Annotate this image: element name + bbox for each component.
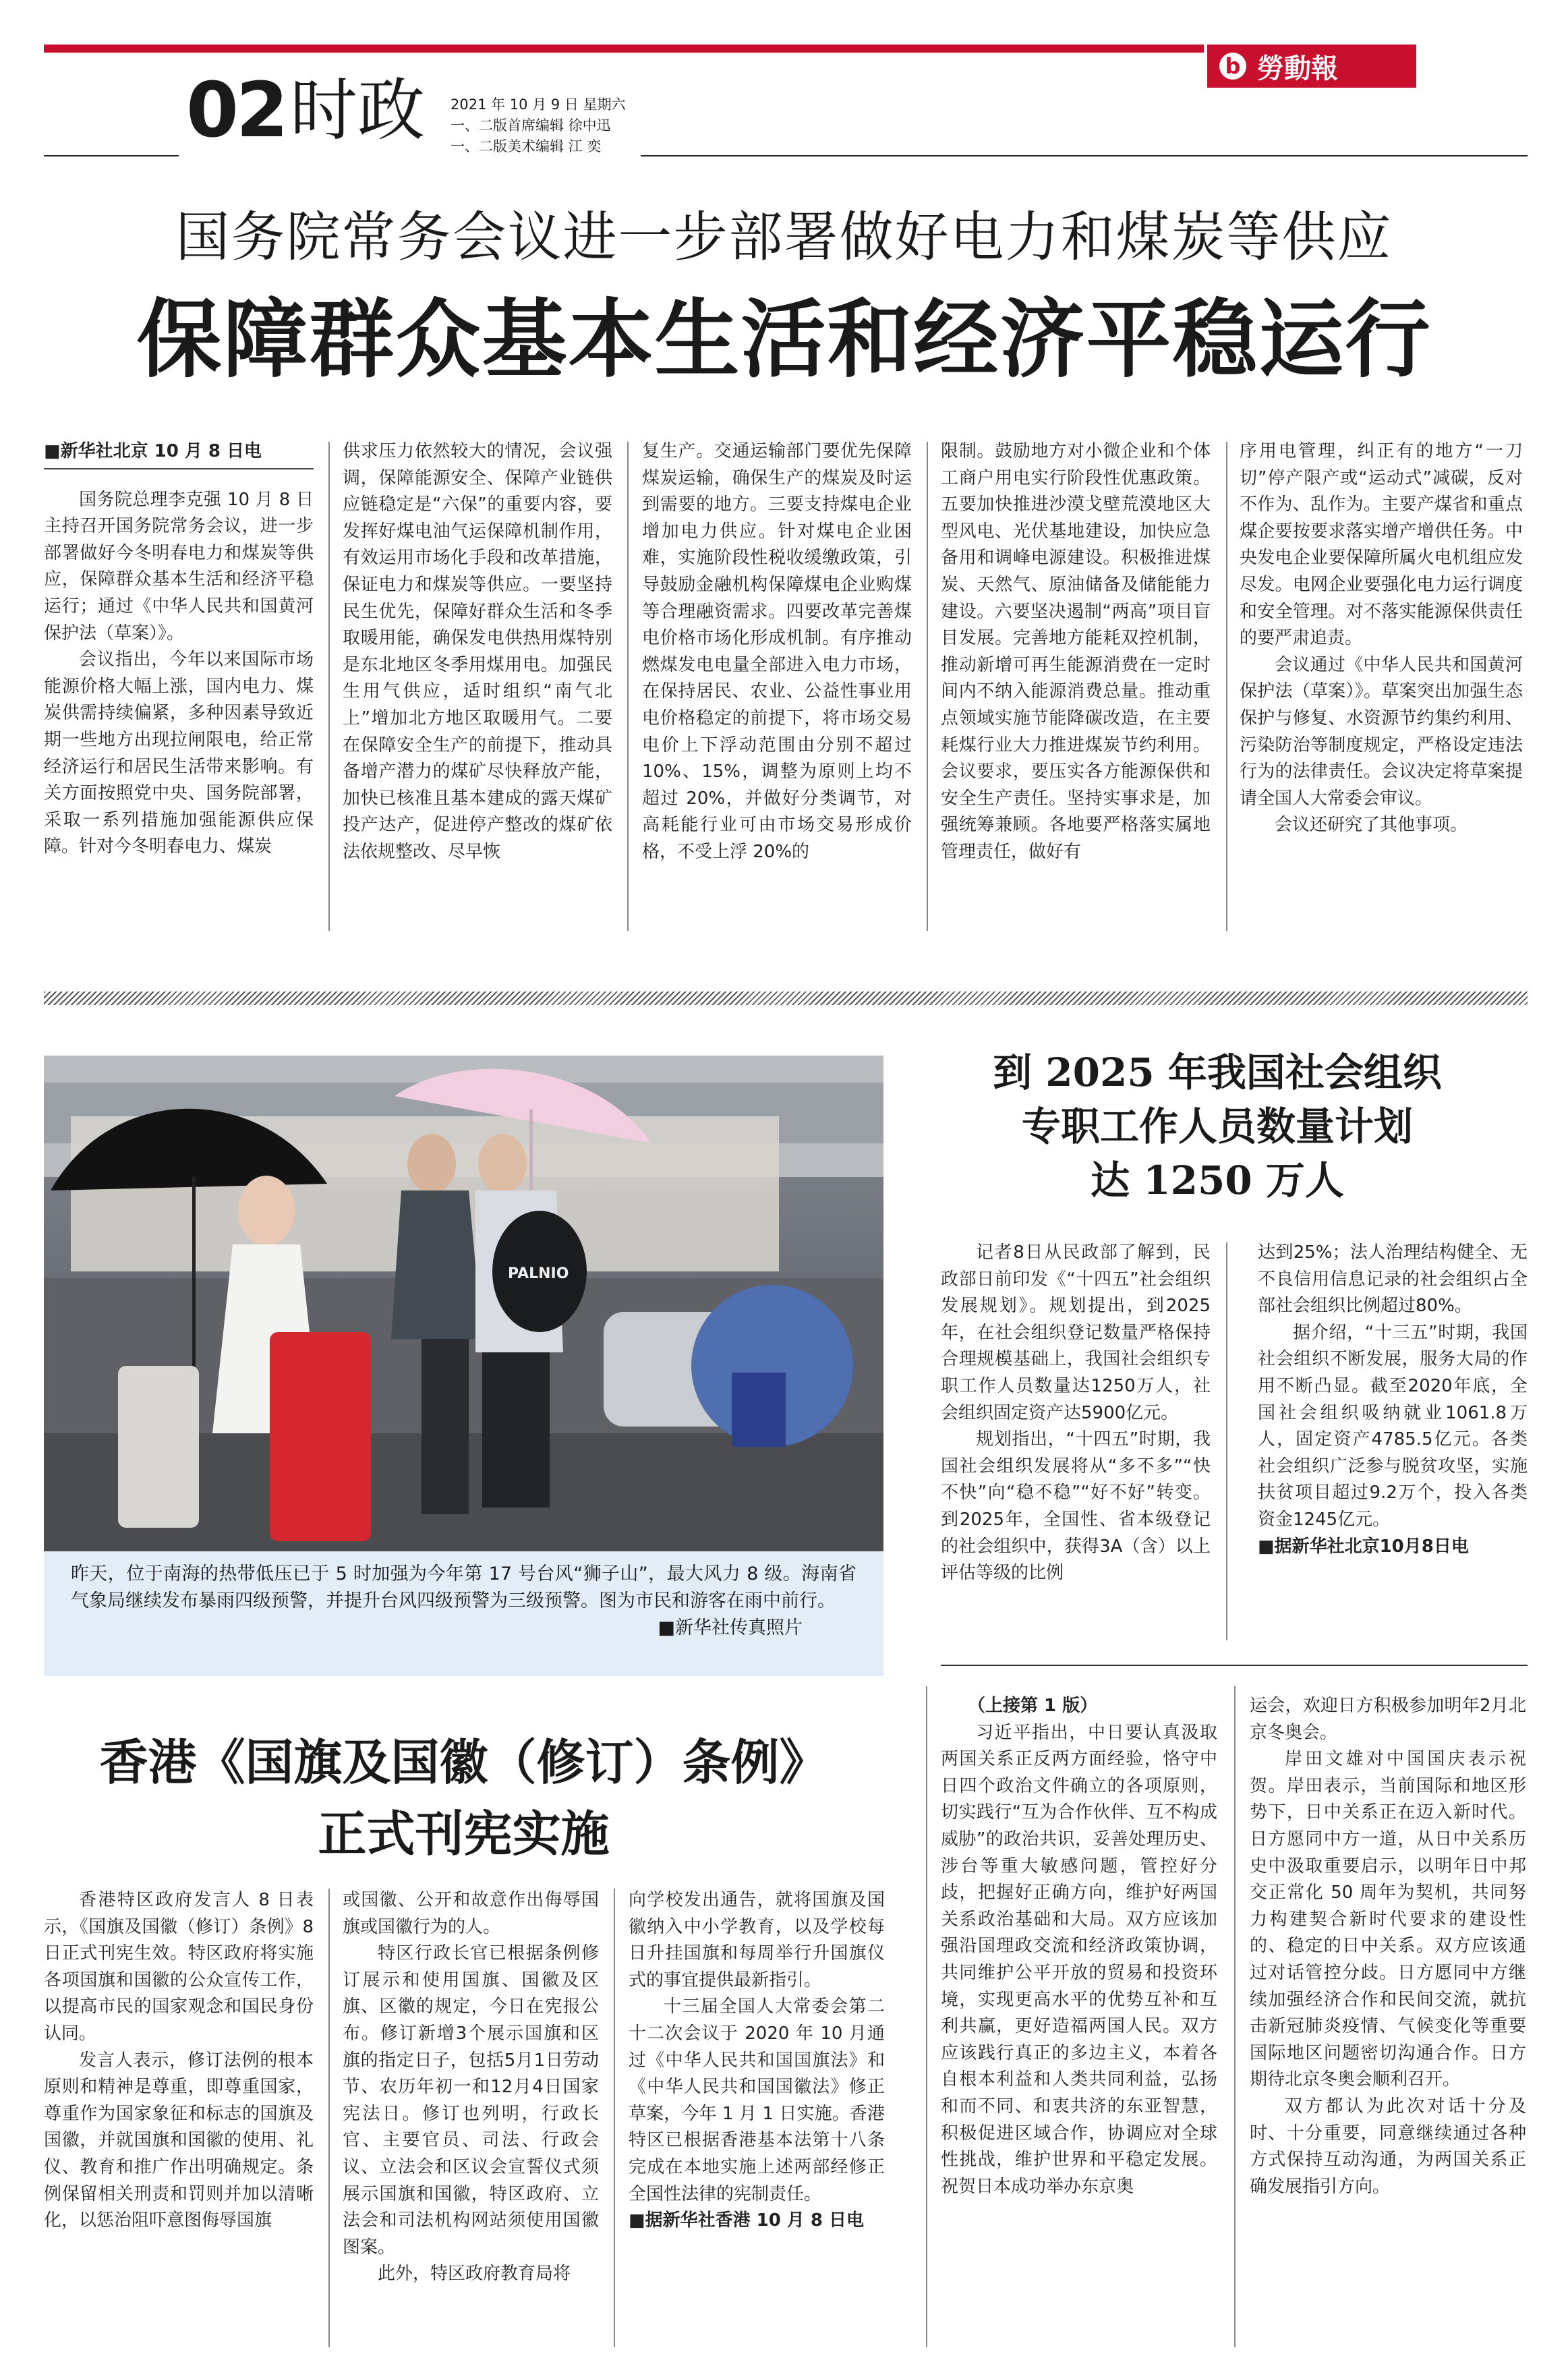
continued-paragraph: 岸田文雄对中国国庆表示祝贺。岸田表示，当前国际和地区形势下，日中关系正在迈入新时代。日方愿同中方一道，从日中关系历史中汲取重要启示，以明年日中邦交正常化 50 周年为契机，共同努力构建契合新时代要求的建设性的、稳定的日中关系。双方应该通过对话管控分歧。日方愿同中方继续加强经济合作和民间交流，就抗击新冠肺炎疫情、气候变化等重要国际地区问题密切沟通合作。日方期待北京冬奥会顺利召开。 (1250, 1749, 1526, 2090)
byline-rule (44, 468, 314, 469)
backpack-brand: PALNIO (508, 1265, 569, 1282)
lead-paragraph: 国务院总理李克强 10 月 8 日主持召开国务院常务会议，进一步部署做好今冬明春电力和煤炭等供应，保障群众基本生活和经济平稳运行；通过《中华人民共和国黄河保护法（草案）》。 (44, 489, 314, 643)
headline-line: 到 2025 年我国社会组织 (993, 1050, 1442, 1095)
masthead-left-rule (44, 155, 179, 156)
social-orgs-headline (907, 1045, 1528, 1207)
social-orgs-column-2 (1258, 1240, 1528, 1560)
social-byline: ■据新华社北京10月8日电 (1258, 1536, 1469, 1557)
column-divider (926, 1686, 927, 2347)
column-divider (1226, 442, 1227, 931)
continued-column-2 (1250, 1693, 1526, 2200)
issue-date: 2021 年 10 月 9 日 星期六 (451, 96, 626, 113)
section-title: 时政 (290, 71, 425, 150)
continued-paragraph: 双方都认为此次对话十分及时、十分重要，同意继续通过各种方式保持互动沟通，为两国关系正确发展指引方向。 (1250, 2096, 1526, 2197)
page-number: 02 (186, 67, 286, 154)
lead-column-2 (343, 438, 612, 866)
hongkong-byline: ■据新华社香港 10 月 8 日电 (629, 2210, 865, 2231)
continued-paragraph: 习近平指出，中日要认真汲取两国关系正反两方面经验，恪守中日四个政治文件确立的各项原则，切实践行“互为合作伙伴、互不构成威胁”的政治共识，妥善处理历史、涉台等重大敏感问题，管控好分歧，把握好正确方向，维护好两国关系政治基础和大局。双方应该加强沿国理政交流和经济政策协调，共同维护公平开放的贸易和投资环境，实现更高水平的优势互补和互利共赢，更好造福两国人民。双方应该践行真正的多边主义，本着各自根本利益和人类共同利益，弘扬和而不同、和衷共济的东亚智慧，积极促进区域合作，协调应对全球性挑战，维护世界和平稳定发展。祝贺日本成功举办东京奥 (941, 1722, 1217, 2197)
lead-paragraph: 会议通过《中华人民共和国黄河保护法（草案）》。草案突出加强生态保护与修复、水资源节约集约利用、污染防治等制度规定，严格设定违法行为的法律责任。会议决定将草案提请全国人大常委会审议。 (1240, 654, 1523, 809)
lead-paragraph: 复生产。交通运输部门要优先保障煤炭运输，确保生产的煤炭及时运到需要的地方。三要支持煤电企业增加电力供应。针对煤电企业困难，实施阶段性税收缓缴政策，引导鼓励金融机构保障煤电企业购煤等合理融资需求。四要改革完善煤电价格市场化形成机制。有序推动燃煤发电电量全部进入电力市场，在保持居民、农业、公益性事业用电价格稳定的前提下，将市场交易电价上下浮动范围由分别不超过 10%、15%，调整为原则上均不超过 20%，并做好分类调节，对高耗能行业可由市场交易形成价格，不受上浮 20%的 (642, 441, 912, 862)
rain-scene-illustration (44, 1056, 883, 1551)
lead-paragraph: 限制。鼓励地方对小微企业和个体工商户用电实行阶段性优惠政策。五要加快推进沙漠戈壁荒漠地区大型风电、光伏基地建设，加快应急备用和调峰电源建设。积极推进煤炭、天然气、原油储备及储能能力建设。六要坚决遏制“两高”项目盲目发展。完善地方能耗双控机制，推动新增可再生能源消费在一定时间内不纳入能源消费总量。推动重点领域实施节能降碳改造，在主要耗煤行业大力推进煤炭节约利用。会议要求，要压实各方能源保供和安全生产责任。坚持实事求是，加强统筹兼顾。各地要严格落实属地管理责任，做好有 (941, 441, 1211, 862)
lead-column-3 (642, 438, 912, 866)
lead-headline: 保障群众基本生活和经济平稳运行 (136, 290, 1432, 389)
continued-column-1 (941, 1693, 1217, 2200)
lead-kicker: 国务院常务会议进一步部署做好电力和煤炭等供应 (175, 206, 1393, 268)
social-paragraph: 据介绍，“十三五”时期，我国社会组织不断发展，服务大局的作用不断凸显。截至2020年底，全国社会组织吸纳就业1061.8万人，固定资产4785.5亿元。各类社会组织广泛参与脱贫攻坚，实施扶贫项目超过9.2万个，投入各类资金1245亿元。 (1258, 1322, 1528, 1530)
hongkong-paragraph: 向学校发出通告，就将国旗及国徽纳入中小学教育，以及学校每日升挂国旗和每周举行升国旗仪式的事宜提供最新指引。 (629, 1890, 885, 1990)
headline-line: 香港《国旗及国徽（修订）条例》 (99, 1733, 828, 1791)
masthead-red-rule (44, 45, 1204, 53)
column-divider (328, 442, 330, 931)
hongkong-paragraph: 或国徽、公开和故意作出侮辱国旗或国徽行为的人。 (343, 1890, 599, 1937)
column-divider (1234, 1686, 1236, 2347)
hongkong-paragraph: 特区行政长官已根据条例修订展示和使用国旗、国徽及区旗、区徽的规定，今日在宪报公布。修订新增3个展示国旗和区旗的指定日子，包括5月1日劳动节、农历年初一和12月4日国家宪法日。修订也列明，行政长官、主要官员、司法、行政会议、立法会和区议会宣誓仪式须展示国旗和国徽，特区政府、立法会和司法机构网站须使用国徽图案。 (343, 1943, 599, 2258)
hongkong-column-1 (44, 1887, 314, 2235)
photo-caption (44, 1551, 883, 1676)
hongkong-headline (44, 1727, 883, 1870)
social-paragraph: 达到25%；法人治理结构健全、无不良信用信息记录的社会组织占全部社会组织比例超过80%。 (1258, 1242, 1528, 1317)
art-editor: 一、二版美术编辑 江 奕 (451, 138, 602, 154)
social-paragraph: 记者8日从民政部了解到，民政部日前印发《“十四五”社会组织发展规划》。规划提出，到2025年，在社会组织登记数量严格保持合理规模基础上，我国社会组织专职工作人员数量达1250万人，社会组织固定资产达5900亿元。 (941, 1242, 1211, 1423)
hongkong-paragraph: 十三届全国人大常委会第二十二次会议于 2020 年 10 月通过《中华人民共和国国旗法》和《中华人民共和国国徽法》修正草案，今年 1 月 1 日实施。香港特区已根据香港基本法第十八条完成在本地实施上述两部经修正全国性法律的宪制责任。 (629, 1996, 885, 2204)
headline-line: 达 1250 万人 (1091, 1157, 1344, 1203)
lead-paragraph: 供求压力依然较大的情况，会议强调，保障能源安全、保障产业链供应链稳定是“六保”的重要内容，要发挥好煤电油气运保障机制作用，有效运用市场化手段和改革措施，保证电力和煤炭等供应。一要坚持民生优先，保障好群众生活和冬季取暖用能，确保发电供热用煤特别是东北地区冬季用煤用电。加强民生用气供应，适时组织“南气北上”增加北方地区取暖用气。二要在保障安全生产的前提下，推动具备增产潜力的煤矿尽快释放产能，加快已核准且基本建成的露天煤矿投产达产，促进停产整改的煤矿依法依规整改、尽早恢 (343, 441, 612, 862)
lead-column-5 (1240, 438, 1523, 839)
logo-mark-icon: b (1219, 53, 1246, 80)
hongkong-column-3 (629, 1887, 885, 2235)
column-divider (328, 1889, 330, 2347)
photo-credit: ■新华社传真照片 (658, 1617, 803, 1638)
lead-byline: ■新华社北京 10 月 8 日电 (44, 441, 262, 461)
section-rule (941, 1665, 1528, 1666)
column-divider (627, 442, 629, 931)
lead-paragraph: 会议指出，今年以来国际市场能源价格大幅上涨，国内电力、煤炭供需持续偏紧，多种因素导致近期一些地方出现拉闸限电，给正常经济运行和居民生活带来影响。有关方面按照党中央、国务院部署，采取一系列措施加强能源供应保障。针对今冬明春电力、煤炭 (44, 650, 314, 857)
news-photo[interactable] (44, 1056, 883, 1551)
hongkong-column-2 (343, 1887, 599, 2288)
lead-column-1 (44, 438, 314, 861)
lead-paragraph: 会议还研究了其他事项。 (1275, 815, 1468, 836)
headline-line: 正式刊宪实施 (318, 1805, 610, 1862)
column-divider (1226, 1242, 1227, 1640)
column-divider (614, 1889, 615, 2347)
hongkong-paragraph: 此外，特区政府教育局将 (378, 2264, 571, 2285)
lead-paragraph: 序用电管理，纠正有的地方“一刀切”停产限产或“运动式”减碳，反对不作为、乱作为。主要产煤省和重点煤企要按要求落实增产增供任务。中央发电企业要保障所属火电机组应发尽发。电网企业要强化电力运行调度和安全管理。对不落实能源保供责任的要严肃追责。 (1240, 441, 1523, 649)
social-orgs-column-1 (941, 1240, 1211, 1587)
lead-column-4 (941, 438, 1211, 866)
masthead-meta (451, 94, 626, 157)
section-separator-band (44, 992, 1528, 1005)
newspaper-logo[interactable] (1207, 45, 1416, 88)
headline-line: 专职工作人员数量计划 (1021, 1103, 1413, 1149)
continued-paragraph: 运会，欢迎日方积极参加明年2月北京冬奥会。 (1250, 1696, 1526, 1743)
chief-editor: 一、二版首席编辑 徐中迅 (451, 117, 611, 134)
continued-label: （上接第 1 版） (968, 1696, 1098, 1716)
caption-text: 昨天，位于南海的热带低压已于 5 时加强为今年第 17 号台风“狮子山”，最大风力 8 级。海南省气象局继续发布暴雨四级预警，并提升台风四级预警为三级预警。图为市民和游客在雨中前行。 (71, 1563, 856, 1611)
masthead-right-rule (641, 155, 1528, 156)
social-paragraph: 规划指出，“十四五”时期，我国社会组织发展将从“多不多”“快不快”向“稳不稳”“好不好”转变。到2025年，全国性、省本级登记的社会组织中，获得3A（含）以上评估等级的比例 (941, 1429, 1211, 1584)
hongkong-paragraph: 发言人表示，修订法例的根本原则和精神是尊重，即尊重国家，尊重作为国家象征和标志的国旗及国徽，并就国旗和国徽的使用、礼仪、教育和推广作出明确规定。条例保留相关刑责和罚则并加以清晰化，以惩治阻吓意图侮辱国旗 (44, 2050, 314, 2231)
column-divider (927, 442, 928, 931)
logo-text: 勞動報 (1257, 52, 1338, 84)
hongkong-paragraph: 香港特区政府发言人 8 日表示，《国旗及国徽（修订）条例》8 日正式刊宪生效。特区政府将实施各项国旗和国徽的公众宣传工作，以提高市民的国家观念和国民身份认同。 (44, 1890, 314, 2044)
